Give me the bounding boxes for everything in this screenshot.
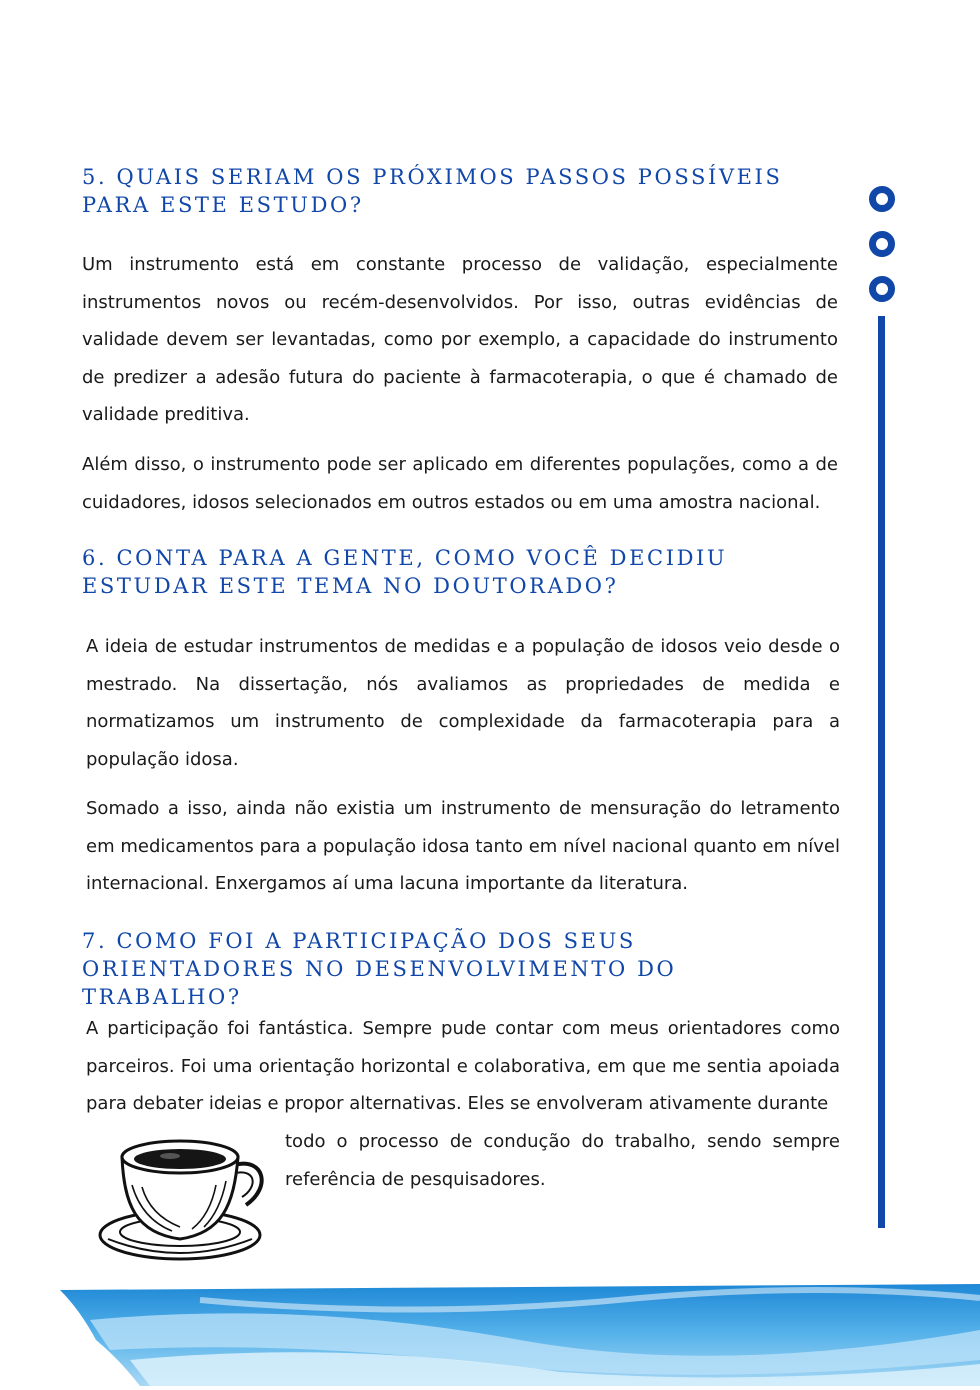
section-6-paragraph-2: Somado a isso, ainda não existia um instrumento de mensuração do letramento em medicamentos para a população idosa tanto em nível nacional quanto em nível internacional. Enxergamos aí uma lacuna importante da literatura. [86, 798, 840, 894]
decorative-vertical-line [878, 316, 885, 1228]
section-6-paragraph-1: A ideia de estudar instrumentos de medidas e a população de idosos veio desde o mestrado. Na dissertação, nós avaliamos as propriedades de medida e normatizamos um instrumento de complexidade da farmacoterapia para a população idosa. [86, 636, 840, 770]
decorative-ring-3 [869, 276, 895, 302]
section-5-paragraph-2: Além disso, o instrumento pode ser aplicado em diferentes populações, como a de cuidadores, idosos selecionados em outros estados ou em uma amostra nacional. [82, 454, 838, 513]
watercolor-wave-decoration [0, 1280, 980, 1390]
section-6-heading: 6. CONTA PARA A GENTE, COMO VOCÊ DECIDIU ESTUDAR ESTE TEMA NO DOUTORADO? [82, 546, 728, 598]
decorative-ring-2 [869, 231, 895, 257]
decorative-ring-1 [869, 186, 895, 212]
section-7-heading: 7. COMO FOI A PARTICIPAÇÃO DOS SEUS ORIENTADORES NO DESENVOLVIMENTO DO TRABALHO? [82, 929, 677, 1009]
section-5-paragraph-1: Um instrumento está em constante processo de validação, especialmente instrumentos novos ou recém-desenvolvidos. Por isso, outras evidências de validade devem ser levantadas, como por exemplo, a capacidade do instrumento de predizer a adesão futura do paciente à farmacoterapia, o que é chamado de validade preditiva. [82, 254, 838, 425]
coffee-cup-icon [96, 1135, 268, 1269]
section-7-paragraph-2: todo o processo de condução do trabalho, sendo sempre referência de pesquisadores. [285, 1131, 840, 1190]
section-7-paragraph-1: A participação foi fantástica. Sempre pude contar com meus orientadores como parceiros. Foi uma orientação horizontal e colaborativa, em que me sentia apoiada para debater ideias e propor alternativas. Eles se envolveram ativamente durante [86, 1018, 840, 1114]
section-5-heading: 5. QUAIS SERIAM OS PRÓXIMOS PASSOS POSSÍVEIS PARA ESTE ESTUDO? [82, 165, 783, 217]
